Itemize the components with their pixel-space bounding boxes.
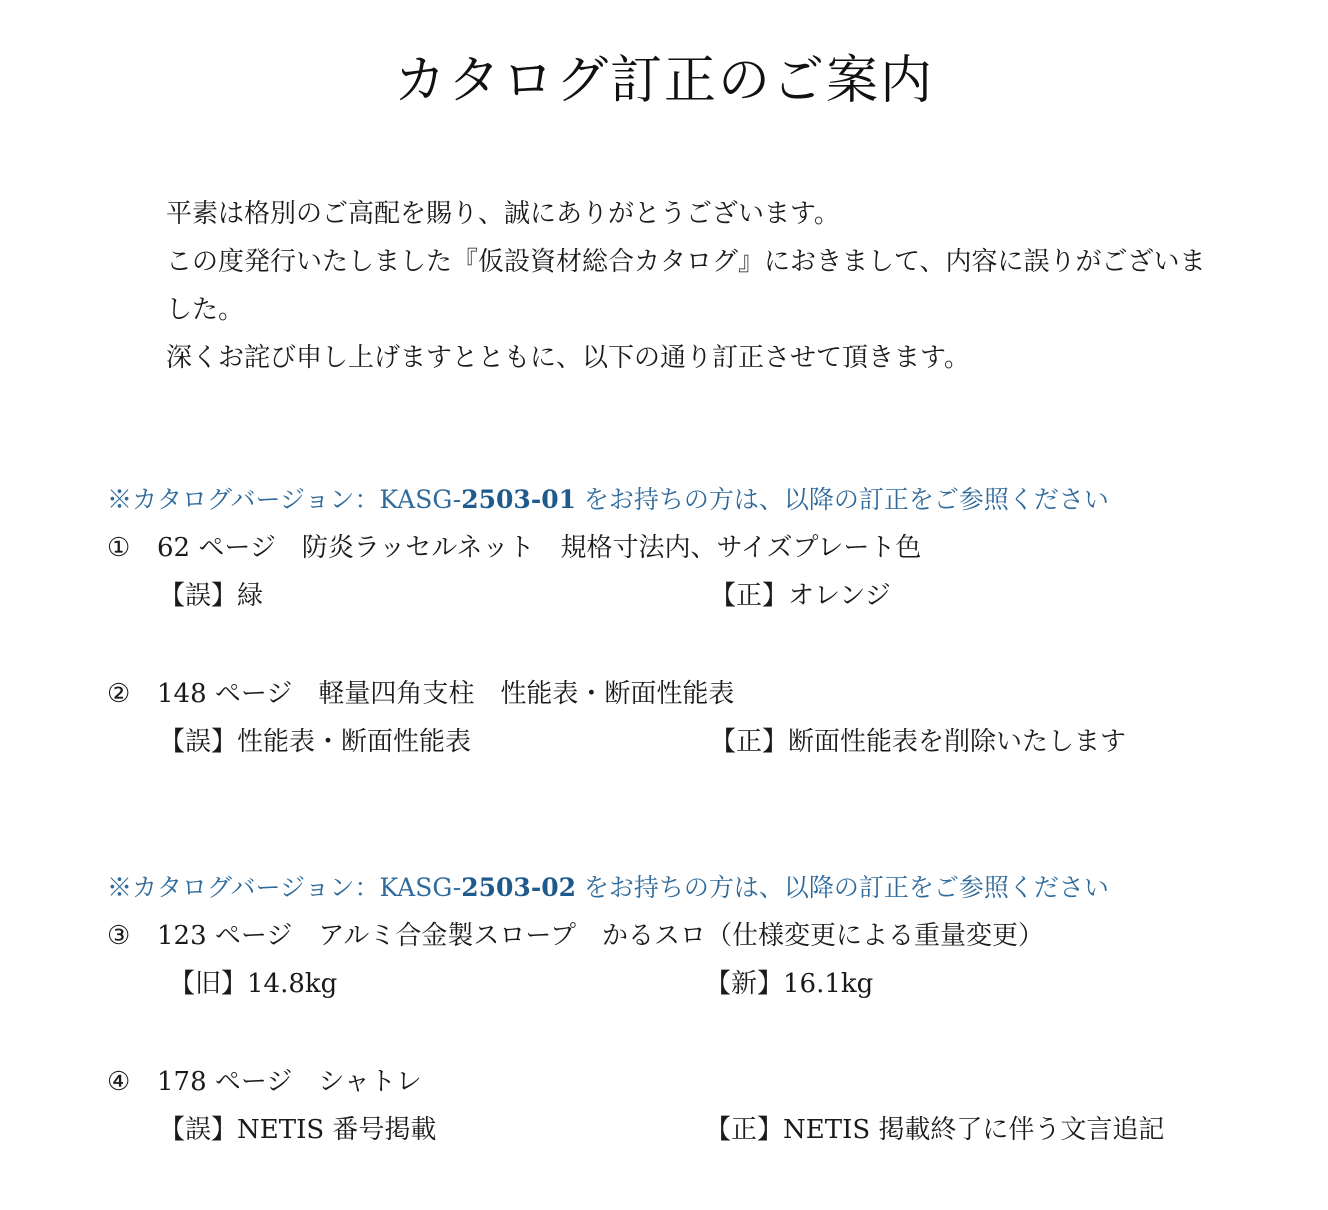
item-heading-text: 123 ページ アルミ合金製スロープ かるスロ（仕様変更による重量変更） (157, 921, 1045, 951)
version-suffix: をお持ちの方は、以降の訂正をご参照ください (575, 485, 1109, 514)
item-correction-row (107, 578, 1287, 626)
correction-item-2 (107, 676, 1287, 772)
item-heading (107, 918, 1287, 954)
item-before: 【誤】緑 (159, 581, 264, 611)
intro-paragraph (166, 190, 1246, 382)
intro-line-3: 深くお詫び申し上げますとともに、以下の通り訂正させて頂きます。 (166, 343, 970, 373)
item-number: ① (107, 533, 131, 563)
correction-item-4 (107, 1064, 1287, 1160)
version-code: 2503-01 (461, 485, 576, 514)
item-before: 【旧】14.8kg (169, 969, 338, 999)
item-correction-row (107, 966, 1287, 1014)
version-notice-2 (107, 870, 1109, 906)
version-code: 2503-02 (461, 873, 576, 902)
version-prefix: ※カタログバージョン：KASG- (107, 485, 462, 514)
correction-item-1 (107, 530, 1287, 626)
item-heading-text: 148 ページ 軽量四角支柱 性能表・断面性能表 (157, 679, 735, 709)
item-heading (107, 676, 1287, 712)
item-number: ② (107, 679, 131, 709)
item-heading-text: 62 ページ 防炎ラッセルネット 規格寸法内、サイズプレート色 (157, 533, 922, 563)
item-heading (107, 530, 1287, 566)
version-notice-1 (107, 482, 1109, 518)
item-after: 【新】16.1kg (705, 969, 874, 999)
version-prefix: ※カタログバージョン：KASG- (107, 873, 462, 902)
page-title: カタログ訂正のご案内 (393, 51, 934, 111)
item-number: ③ (107, 921, 131, 951)
item-after: 【正】オレンジ (710, 581, 891, 611)
version-suffix: をお持ちの方は、以降の訂正をご参照ください (575, 873, 1109, 902)
item-correction-row (107, 724, 1287, 772)
item-number: ④ (107, 1067, 131, 1097)
item-correction-row (107, 1112, 1287, 1160)
item-heading (107, 1064, 1287, 1100)
intro-line-1: 平素は格別のご高配を賜り、誠にありがとうございます。 (166, 199, 840, 229)
item-after: 【正】NETIS 掲載終了に伴う文言追記 (705, 1115, 1165, 1145)
item-before: 【誤】NETIS 番号掲載 (159, 1115, 437, 1145)
item-after: 【正】断面性能表を削除いたします (710, 727, 1127, 757)
intro-line-2: この度発行いたしました『仮設資材総合カタログ』におきまして、内容に誤りがございました。 (166, 247, 1206, 325)
correction-item-3 (107, 918, 1287, 1014)
item-before: 【誤】性能表・断面性能表 (159, 727, 472, 757)
item-heading-text: 178 ページ シャトレ (157, 1067, 422, 1097)
